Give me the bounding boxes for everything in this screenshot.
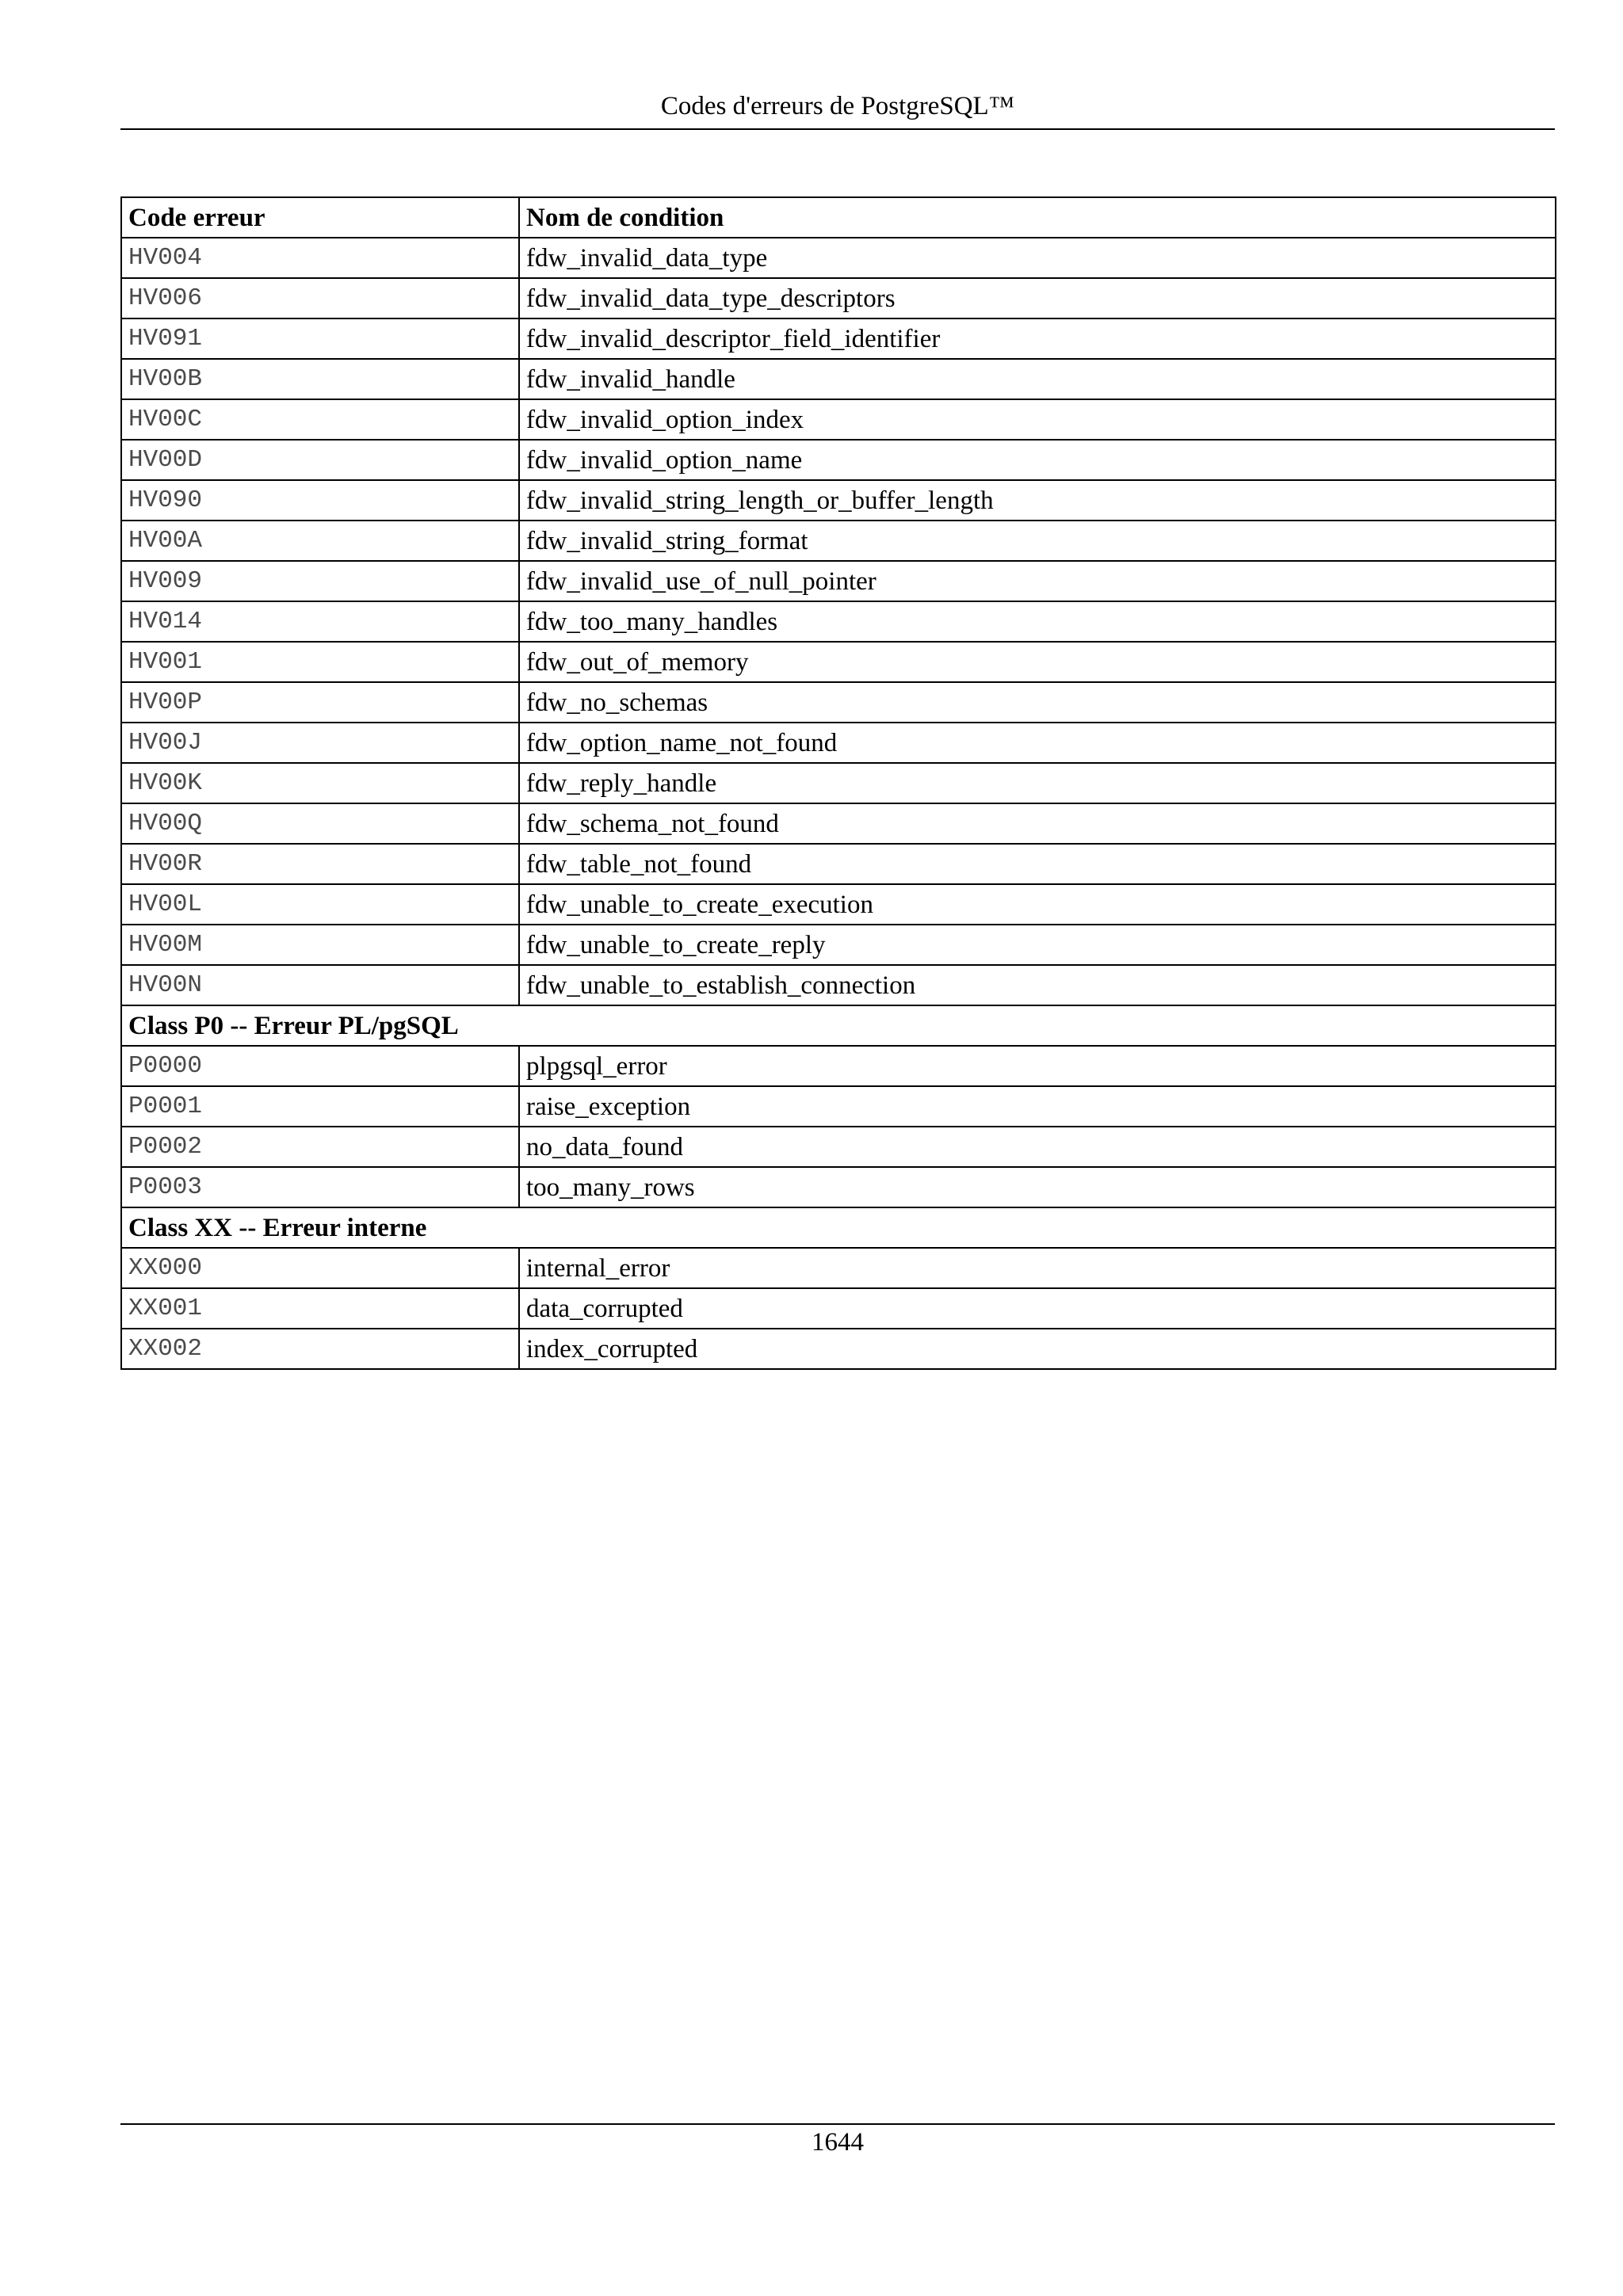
error-code-cell: HV00L: [121, 884, 519, 925]
condition-name-cell: fdw_schema_not_found: [519, 803, 1556, 844]
condition-name-cell: fdw_unable_to_create_execution: [519, 884, 1556, 925]
table-row: [121, 601, 1556, 642]
error-code-cell: P0003: [121, 1167, 519, 1207]
condition-name-cell: plpgsql_error: [519, 1046, 1556, 1086]
table-row: [121, 642, 1556, 682]
error-code-cell: P0000: [121, 1046, 519, 1086]
error-code-cell: HV00B: [121, 359, 519, 399]
error-code-cell: HV00A: [121, 521, 519, 561]
table-row: [121, 682, 1556, 723]
condition-name-cell: internal_error: [519, 1248, 1556, 1288]
error-code-cell: XX002: [121, 1329, 519, 1369]
error-code-cell: HV006: [121, 278, 519, 318]
table-row: [121, 803, 1556, 844]
condition-name-cell: fdw_table_not_found: [519, 844, 1556, 884]
condition-name-cell: fdw_invalid_use_of_null_pointer: [519, 561, 1556, 601]
table-row: [121, 238, 1556, 278]
condition-name-cell: too_many_rows: [519, 1167, 1556, 1207]
table-row: [121, 925, 1556, 965]
table-row: [121, 1046, 1556, 1086]
error-code-cell: HV00M: [121, 925, 519, 965]
page-header: [120, 90, 1555, 130]
error-codes-table: [120, 196, 1556, 1370]
condition-name-cell: fdw_invalid_option_name: [519, 440, 1556, 480]
table-row: [121, 763, 1556, 803]
condition-name-cell: index_corrupted: [519, 1329, 1556, 1369]
table-row: [121, 1086, 1556, 1127]
table-row: [121, 561, 1556, 601]
condition-name-cell: no_data_found: [519, 1127, 1556, 1167]
section-title: Class XX -- Erreur interne: [121, 1207, 1556, 1248]
error-code-cell: HV00J: [121, 723, 519, 763]
error-code-cell: HV00N: [121, 965, 519, 1005]
error-code-cell: HV004: [121, 238, 519, 278]
table-row: [121, 278, 1556, 318]
table-row: [121, 1127, 1556, 1167]
error-code-cell: HV090: [121, 480, 519, 521]
table-row: [121, 318, 1556, 359]
error-code-cell: P0002: [121, 1127, 519, 1167]
condition-name-cell: fdw_no_schemas: [519, 682, 1556, 723]
condition-name-cell: fdw_option_name_not_found: [519, 723, 1556, 763]
condition-name-cell: data_corrupted: [519, 1288, 1556, 1329]
condition-name-cell: fdw_invalid_data_type_descriptors: [519, 278, 1556, 318]
condition-name-cell: fdw_invalid_handle: [519, 359, 1556, 399]
column-header-code: Code erreur: [121, 197, 519, 238]
error-code-cell: XX000: [121, 1248, 519, 1288]
error-code-cell: XX001: [121, 1288, 519, 1329]
section-row: [121, 1207, 1556, 1248]
table-row: [121, 1329, 1556, 1369]
table-row: [121, 440, 1556, 480]
table-row: [121, 1288, 1556, 1329]
condition-name-cell: fdw_invalid_string_format: [519, 521, 1556, 561]
condition-name-cell: fdw_invalid_data_type: [519, 238, 1556, 278]
table-row: [121, 1248, 1556, 1288]
error-code-cell: HV00R: [121, 844, 519, 884]
condition-name-cell: fdw_reply_handle: [519, 763, 1556, 803]
table-row: [121, 399, 1556, 440]
table-row: [121, 359, 1556, 399]
table-row: [121, 1167, 1556, 1207]
section-row: [121, 1005, 1556, 1046]
error-code-cell: HV091: [121, 318, 519, 359]
error-code-cell: HV014: [121, 601, 519, 642]
condition-name-cell: fdw_invalid_string_length_or_buffer_length: [519, 480, 1556, 521]
error-code-cell: HV00P: [121, 682, 519, 723]
column-header-condition-name: Nom de condition: [519, 197, 1556, 238]
page-number: 1644: [812, 2128, 864, 2157]
table-row: [121, 480, 1556, 521]
table-header-row: [121, 197, 1556, 238]
table-row: [121, 723, 1556, 763]
table-row: [121, 884, 1556, 925]
error-code-cell: HV009: [121, 561, 519, 601]
error-code-cell: HV00D: [121, 440, 519, 480]
condition-name-cell: fdw_invalid_descriptor_field_identifier: [519, 318, 1556, 359]
table-row: [121, 844, 1556, 884]
error-code-cell: P0001: [121, 1086, 519, 1127]
table-row: [121, 965, 1556, 1005]
condition-name-cell: fdw_out_of_memory: [519, 642, 1556, 682]
error-code-cell: HV00Q: [121, 803, 519, 844]
error-code-cell: HV00C: [121, 399, 519, 440]
page-footer: [120, 2123, 1555, 2158]
condition-name-cell: raise_exception: [519, 1086, 1556, 1127]
table-body: [121, 238, 1556, 1369]
condition-name-cell: fdw_invalid_option_index: [519, 399, 1556, 440]
error-code-cell: HV00K: [121, 763, 519, 803]
table-row: [121, 521, 1556, 561]
condition-name-cell: fdw_unable_to_establish_connection: [519, 965, 1556, 1005]
condition-name-cell: fdw_too_many_handles: [519, 601, 1556, 642]
section-title: Class P0 -- Erreur PL/pgSQL: [121, 1005, 1556, 1046]
error-code-cell: HV001: [121, 642, 519, 682]
condition-name-cell: fdw_unable_to_create_reply: [519, 925, 1556, 965]
page-header-title: Codes d'erreurs de PostgreSQL™: [660, 92, 1015, 120]
